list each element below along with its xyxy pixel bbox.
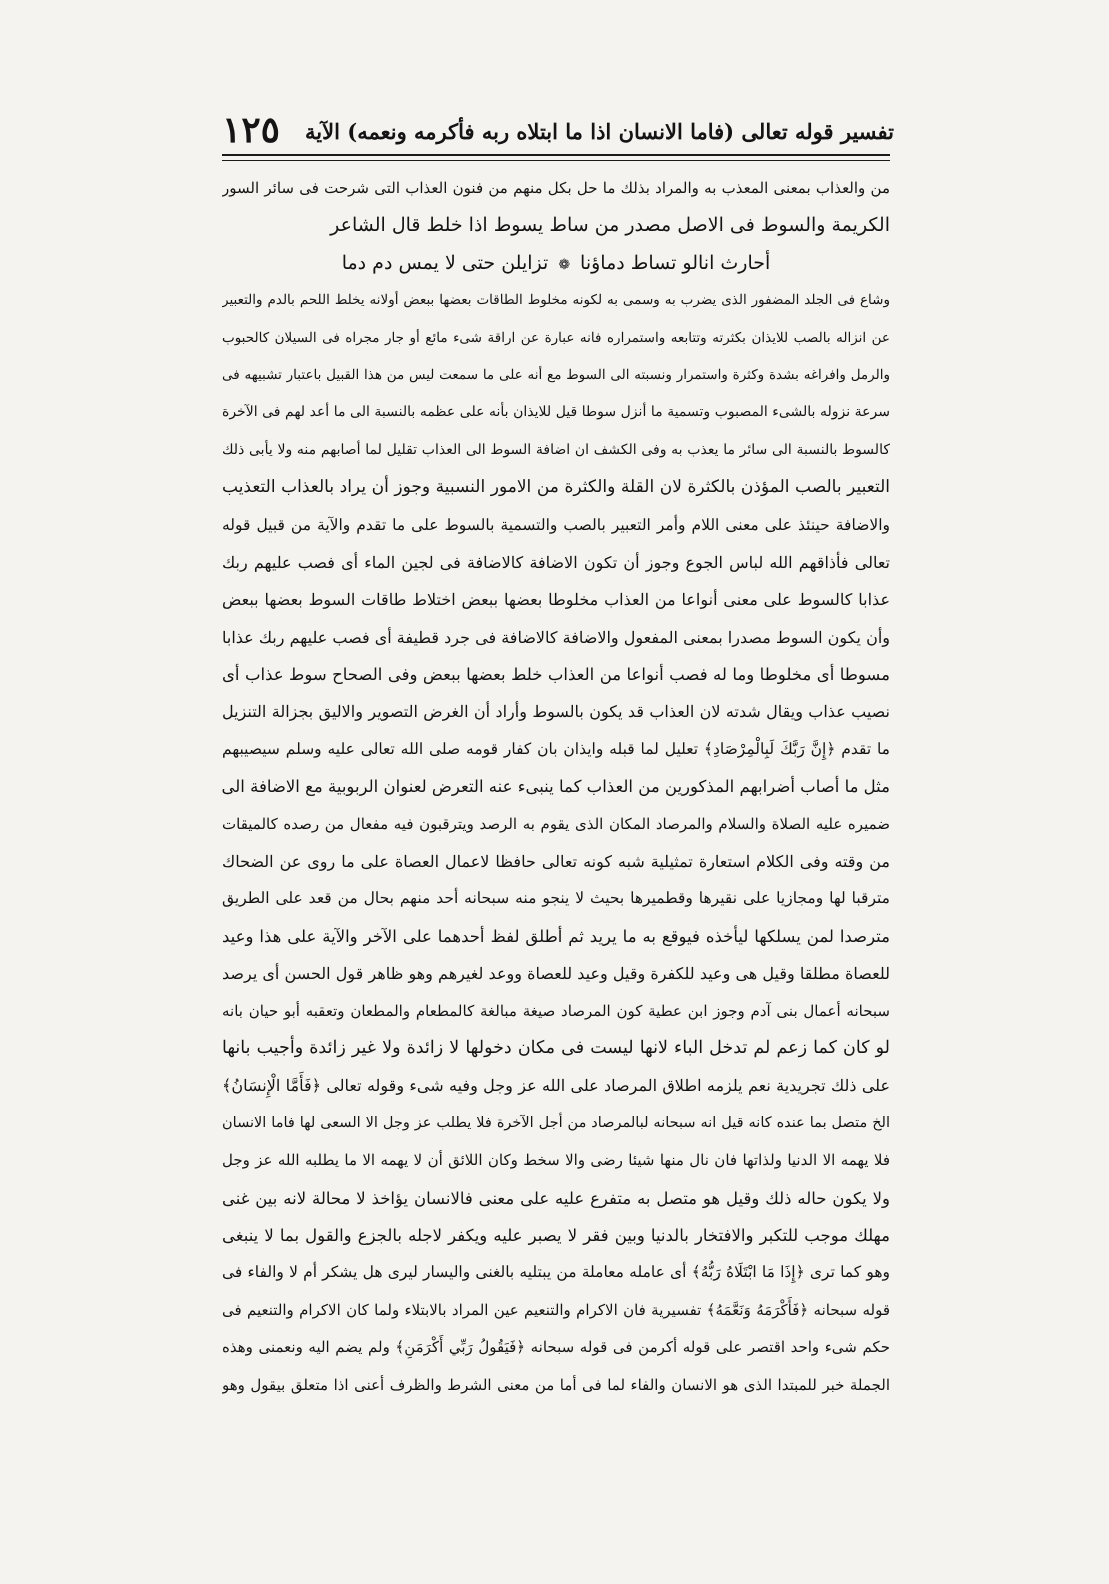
body-text xyxy=(222,170,890,1404)
text-line: وهو كما ترى ﴿إِذَا مَا ابْتَلَاهُ رَبُّهُ﴾ أى عامله معاملة من يبتليه بالغنى واليسار ليرى هل يشكر أم لا والفاء فى xyxy=(222,1263,890,1282)
text-line: لو كان كما زعم لم تدخل الباء لانها ليست فى مكان دخولها لا زائدة ولا غير زائدة وأجيب بانها xyxy=(222,1037,890,1058)
text-line: عن انزاله بالصب للايذان بكثرته وتتابعه واستمراره فانه عبارة عن اراقة شىء مائع أو جار مجراه فى السيلان كالحبوب xyxy=(222,329,890,346)
verse-second-hemistich: تزايلن حتى لا يمس دم دما xyxy=(341,251,549,274)
page-number: ١٢٥ xyxy=(222,109,281,151)
text-line: كالسوط بالنسبة الى سائر ما يعذب به وفى الكشف ان اضافة السوط الى العذاب تقليل لما أصابهم منه ولا يأبى ذلك xyxy=(222,441,890,458)
text-line: نصيب عذاب ويقال شدته لان العذاب قد يكون بالسوط وأراد أن الغرض التصوير والاليق بجزالة التنزيل xyxy=(222,702,890,722)
text-line: الخ متصل بما عنده كانه قيل انه سبحانه لبالمرصاد من أجل الآخرة فلا يطلب عز وجل الا السعى لها فاما الانسان xyxy=(222,1114,890,1131)
text-line: ما تقدم ﴿إِنَّ رَبَّكَ لَبِالْمِرْصَادِ﴾ تعليل لما قبله وايذان بان كفار قومه صلى الله تعالى عليه وسلم سيصيبهم xyxy=(222,739,890,758)
text-line: حكم شىء واحد اقتصر على قوله أكرمن فى قوله سبحانه ﴿فَيَقُولُ رَبِّي أَكْرَمَنِ﴾ ولم يضم اليه ونعمنى وهذه xyxy=(222,1338,890,1357)
text-line: تعالى فأذاقهم الله لباس الجوع وجوز أن تكون الاضافة كالاضافة فى لجين الماء أى فصب عليهم ربك xyxy=(222,552,890,572)
header-rule-thin xyxy=(222,160,890,161)
text-line: والاضافة حينئذ على معنى اللام وأمر التعبير بالصب والتسمية بالسوط على ما تقدم والآية من قبيل قوله xyxy=(222,515,890,534)
text-line: من والعذاب بمعنى المعذب به والمراد بذلك ما حل بكل منهم من فنون العذاب التى شرحت فى سائر السور xyxy=(222,179,890,197)
verse-first-hemistich: أحارث انالو تساط دماؤنا xyxy=(580,251,771,274)
text-line: والرمل وافراغه بشدة وكثرة واستمرار ونسبته الى السوط مع أنه على ما سمعت ليس من هذا القبيل باعتبار تشبيهه فى xyxy=(222,366,890,383)
text-line: للعصاة مطلقا وقيل هى وعيد للكفرة وقيل وعيد للعصاة ووعد لغيرهم وهو ظاهر قول الحسن أى يرصد xyxy=(222,964,890,984)
verse-line xyxy=(222,245,890,282)
text-line: الكريمة والسوط فى الاصل مصدر من ساط يسوط اذا خلط قال الشاعر xyxy=(330,214,890,237)
text-line: مهلك موجب للتكبر والافتخار بالدنيا وبين فقر لا يصبر عليه ويكفر لاجله بالجزع والقول بما لا ينبغى xyxy=(222,1225,890,1245)
text-line: سبحانه أعمال بنى آدم وجوز ابن عطية كون المرصاد صيغة مبالغة كالمطعام والمطعان وتعقبه أبو حيان بانه xyxy=(222,1001,890,1020)
text-line: عذابا كالسوط على معنى أنواعا من العذاب مخلوطا بعضها ببعض اختلاط طاقات السوط بعضها ببعض xyxy=(222,590,890,610)
text-line: من وقته وفى الكلام استعارة تمثيلية شبه كونه تعالى حافظا لاعمال العصاة على ما روى عن الضحاك xyxy=(222,852,890,872)
text-line: وأن يكون السوط مصدرا بمعنى المفعول والاضافة كالاضافة فى جرد قطيفة أى فصب عليهم ربك عذابا xyxy=(222,627,890,647)
text-line: على ذلك تجريدية نعم يلزمه اطلاق المرصاد على الله عز وجل وفيه شىء وقوله تعالى ﴿فَأَمَّا الْإِنسَانُ﴾ xyxy=(222,1076,890,1096)
text-line: ولا يكون حاله ذلك وقيل هو متصل به متفرع عليه على معنى فالانسان يؤاخذ لا محالة لانه بين غنى xyxy=(222,1188,890,1208)
text-line: مترصدا لمن يسلكها ليأخذه فيوقع به ما يريد ثم أطلق لفظ أحدهما على الآخر والآية على هذا وعيد xyxy=(222,926,890,946)
running-title: تفسير قوله تعالى (فاما الانسان اذا ما ابتلاه ربه فأكرمه ونعمه) الآية xyxy=(305,119,894,144)
text-line: التعبير بالصب المؤذن بالكثرة لان القلة والكثرة من الامور النسبية وجوز أن يراد بالعذاب التعذيب xyxy=(222,477,890,498)
text-line: سرعة نزوله بالشىء المصبوب وتسمية ما أنزل سوطا قيل للايذان بأنه على عظمه بالنسبة الى ما أعد لهم فى الآخرة xyxy=(222,404,890,421)
text-line: مثل ما أصاب أضرابهم المذكورين من العذاب كما ينبىء عنه التعرض لعنوان الربوبية مع الاضافة الى xyxy=(222,777,890,797)
text-line: فلا يهمه الا الدنيا ولذاتها فان نال منها شيئا رضى والا سخط وكان اللائق أن لا يهمه الا ما يطلبه الله عز وجل xyxy=(222,1151,890,1170)
text-line: ضميره عليه الصلاة والسلام والمرصاد المكان الذى يقوم به الرصد ويترقبون فيه مفعال من رصده كالميقات xyxy=(222,814,890,833)
text-line: مترقبا لها ومجازيا على نقيرها وقطميرها بحيث لا ينجو منه سبحانه أحد منهم بحال من قعد على الطريق xyxy=(222,889,890,908)
text-line: مسوطا أى مخلوطا وما له فصب أنواعا من العذاب خلط بعضها ببعض وفى الصحاح سوط عذاب أى xyxy=(222,665,890,685)
text-line: قوله سبحانه ﴿فَأَكْرَمَهُ وَنَعَّمَهُ﴾ تفسيرية فان الاكرام والتنعيم عين المراد بالابتلاء ولما كان الاكرام والتنعيم فى xyxy=(222,1300,890,1319)
text-line: وشاع فى الجلد المضفور الذى يضرب به وسمى به لكونه مخلوط الطاقات بعضها ببعض أولانه يخلط اللحم بالدم والتعبير xyxy=(222,292,890,309)
text-line: الجملة خبر للمبتدا الذى هو الانسان والفاء لما فى أما من معنى الشرط والظرف أعنى اذا متعلق بيقول وهو xyxy=(222,1375,890,1394)
header-rule-thick xyxy=(222,154,890,156)
verse-separator: ❁ xyxy=(558,256,571,273)
